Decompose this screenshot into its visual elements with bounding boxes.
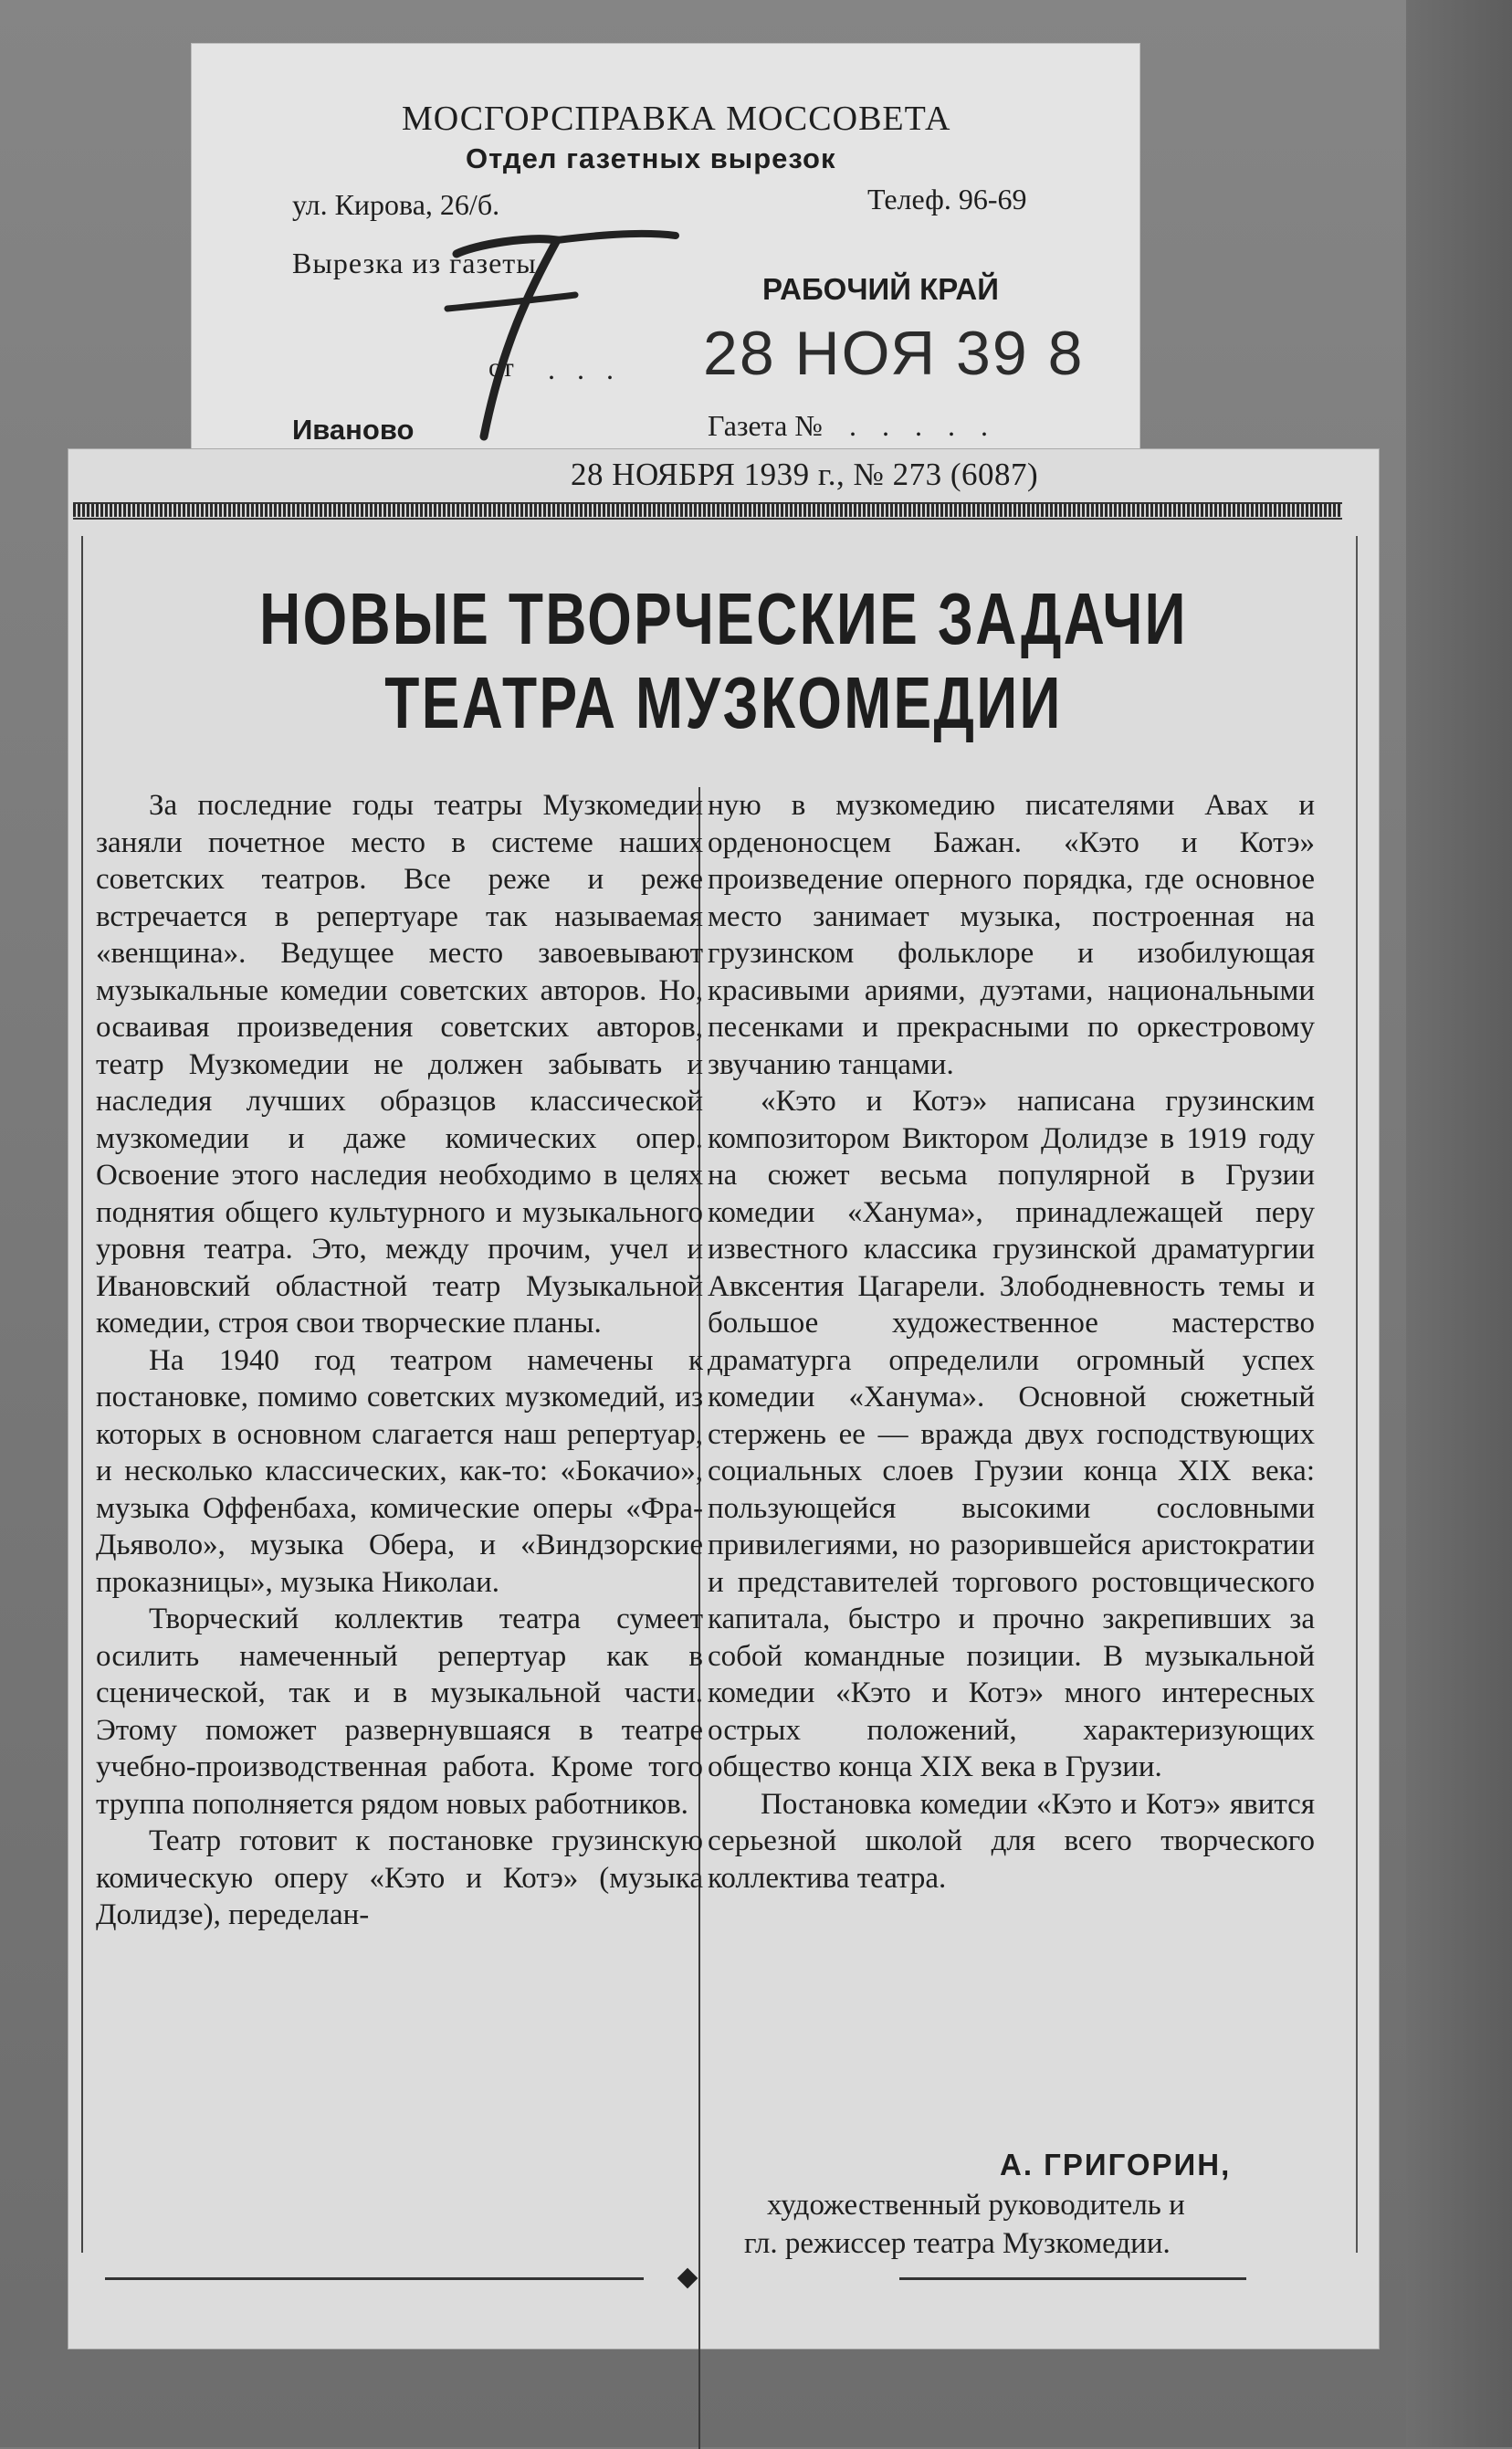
top-rule — [73, 518, 1342, 520]
paragraph: За последние годы театры Музкомедии заняли почетное место в системе наших советских театров. Все реже и реже встречается в репертуаре так называемая «венщина». Ведущее место завоевывают музыкальные комедии советских авторов. Но, осваивая произведения советских авторов, театр Музкомедии не должен забывать и наследия лучших образцов классической музкомедии и даже комических опер. Освоение этого наследия необходимо в целях поднятия общего культурного и музыкального уровня театра. Это, между прочим, учел и Ивановский областной театр Музыкальной комедии, строя свои творческие планы. — [96, 789, 703, 1340]
dotted-line: . . . . . — [849, 409, 997, 442]
newspaper-name: РАБОЧИЙ КРАЙ — [762, 272, 999, 306]
paragraph: Театр готовит к постановке грузинскую комическую оперу «Кэто и Котэ» (музыка Долидзе), переделан- — [96, 1824, 703, 1931]
paragraph: Творческий коллектив театра сумеет осилить намеченный репертуар как в сценической, так и в музыкальной части. Этому поможет развернувшаяся в театре учебно-производственная работа. Кроме того труппа пополняется рядом новых работников. — [96, 1603, 703, 1821]
article-column-1 — [96, 787, 703, 1934]
newspaper-clipping — [68, 449, 1379, 2349]
article-column-2 — [708, 787, 1315, 1897]
agency-name: МОСГОРСПРАВКА МОССОВЕТА — [402, 100, 951, 138]
date-stamp: 28 НОЯ 39 8 — [703, 319, 1085, 388]
city: Иваново — [292, 414, 415, 446]
headline-line: НОВЫЕ ТВОРЧЕСКИЕ ЗАДАЧИ — [259, 578, 1188, 659]
dotted-line: . . . — [548, 352, 621, 385]
paragraph: «Кэто и Котэ» написана грузинским композитором Виктором Долидзе в 1919 году на сюжет весьма популярной в Грузии комедии «Ханума», принадлежащей перу известного классика грузинской драматургии Авксентия Цагарели. Злободневность темы и большое художественное мастерство драматурга определили огромный успех комедии «Ханума». Основной сюжетный стержень ее — вражда двух господствующих социальных слоев Грузии конца XIX века: пользующейся высокими сословными привилегиями, но разорившейся аристократии и представителей торгового ростовщического капитала, быстро и прочно закрепивших за собой командные позиции. В музыкальной комедии «Кэто и Котэ» много интересных острых положений, характеризующих общество конца XIX века в Грузии. — [708, 1085, 1315, 1783]
issue-dateline: 28 НОЯБРЯ 1939 г., № 273 (6087) — [571, 457, 1039, 492]
gazette-number-label: Газета № — [708, 409, 823, 442]
author-role: гл. режиссер театра Музкомедии. — [744, 2227, 1171, 2260]
author-role: художественный руководитель и — [767, 2189, 1185, 2222]
diamond-ornament — [677, 2268, 698, 2289]
phone: Телеф. 96-69 — [867, 183, 1027, 215]
paragraph: Постановка комедии «Кэто и Котэ» явится серьезной школой для всего творческого коллектива театра. — [708, 1787, 1315, 1895]
cut-from-label: Вырезка из газеты — [292, 247, 537, 279]
bottom-rule — [899, 2277, 1246, 2280]
frame-line — [1356, 536, 1358, 2253]
address: ул. Кирова, 26/б. — [292, 188, 500, 221]
bottom-rule — [105, 2277, 644, 2280]
clipping-service-slip — [192, 44, 1139, 468]
headline-line: ТЕАТРА МУЗКОМЕДИИ — [384, 662, 1063, 743]
author-name: А. ГРИГОРИН, — [1000, 2148, 1232, 2181]
frame-line — [81, 536, 83, 2253]
top-rule — [73, 504, 1342, 517]
from-label: от — [488, 352, 514, 383]
background-shadow — [1406, 0, 1512, 2447]
department-name: Отдел газетных вырезок — [466, 142, 836, 174]
paragraph: ную в музкомедию писателями Авах и орденоносцем Бажан. «Кэто и Котэ» произведение оперного порядка, где основное место занимает музыка, построенная на грузинском фольклоре и изобилующая красивыми ариями, дуэтами, национальными песенками и прекрасными по оркестровому звучанию танцами. — [708, 789, 1315, 1081]
paragraph: На 1940 год театром намечены к постановке, помимо советских музкомедий, из которых в основном слагается наш репертуар, и несколько классических, как-то: «Бокачио», музыка Оффенбаха, комические оперы «Фра-Дьяволо», музыка Обера, и «Виндзорские проказницы», музыка Николаи. — [96, 1343, 703, 1599]
article-headline — [213, 577, 1234, 745]
